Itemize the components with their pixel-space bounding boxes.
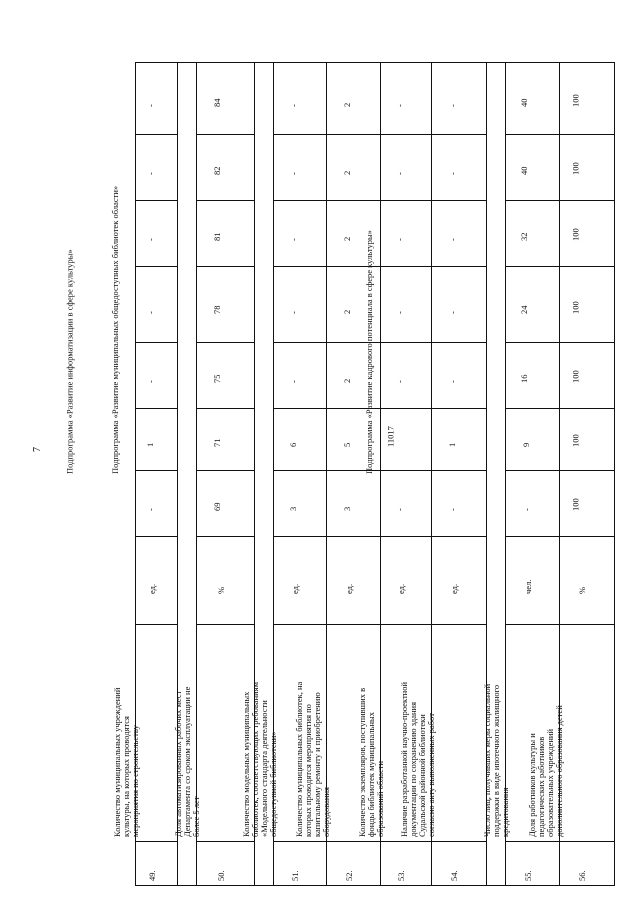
subprogram-title: Подпрограмма «Развитие кадрового потенциала в сфере культуры» — [364, 230, 375, 474]
value-text: - — [145, 508, 156, 512]
value-cell — [506, 471, 560, 537]
value-text: 6 — [287, 442, 298, 447]
value-cell — [560, 471, 615, 537]
indicator-name-cell — [399, 625, 487, 842]
value-cell — [274, 471, 327, 537]
value-text: 100 — [570, 370, 581, 384]
indicator-name-text: Количество муниципальных библиотек, на которых проводятся мероприятия по капитальному ремонту и приобретению оборудования — [294, 681, 331, 837]
value-cell — [560, 409, 615, 471]
value-text: 100 — [570, 300, 581, 314]
value-text: 32 — [518, 232, 529, 242]
value-cell — [381, 409, 432, 471]
value-text: 2 — [341, 237, 352, 242]
value-cell — [327, 63, 381, 135]
indicators-table — [64, 62, 615, 886]
value-text: 11017 — [385, 425, 396, 447]
value-cell — [506, 343, 560, 409]
indicator-name-text: Количество экземпляров, поступивших в фонды библиотек муниципальных образований области — [357, 687, 385, 837]
value-text: 81 — [211, 232, 222, 242]
value-text: - — [447, 172, 458, 176]
unit-text: ед. — [449, 583, 459, 594]
value-cell — [432, 343, 487, 409]
unit-text: % — [577, 586, 587, 594]
unit-text: ед. — [290, 583, 300, 594]
value-cell — [327, 471, 381, 537]
value-text: 75 — [211, 374, 222, 384]
value-cell — [327, 201, 381, 267]
row-number-cell — [136, 842, 178, 886]
value-cell — [381, 201, 432, 267]
value-text: 100 — [570, 434, 581, 447]
indicator-name-text: Наличие разработанной научно-проектной документации по сохранению здания Судальской районной библиотеки согласно акту выполненных работ — [399, 681, 436, 837]
value-cell — [327, 135, 381, 201]
value-cell — [136, 201, 178, 267]
value-cell — [274, 63, 327, 135]
value-cell — [327, 267, 381, 343]
value-cell — [381, 267, 432, 343]
value-text: 100 — [570, 228, 581, 242]
value-cell — [136, 409, 178, 471]
indicator-name-text: Доля автоматизированных рабочих мест Департамента со сроком эксплуатации не более 5 лет — [173, 686, 201, 837]
value-text: - — [394, 310, 405, 314]
value-text: 100 — [570, 498, 581, 512]
value-text: - — [288, 172, 299, 176]
value-text: - — [288, 310, 299, 314]
value-cell — [197, 63, 255, 135]
value-cell — [197, 201, 255, 267]
value-cell — [327, 409, 381, 471]
value-text: - — [394, 172, 405, 176]
row-number-cell — [432, 842, 487, 886]
value-text: - — [145, 172, 156, 176]
value-text: - — [394, 508, 405, 512]
row-number-cell — [197, 842, 255, 886]
value-text: - — [447, 238, 458, 242]
value-cell — [506, 135, 560, 201]
value-text: 84 — [211, 98, 222, 108]
value-text: - — [145, 380, 156, 384]
value-cell — [432, 135, 487, 201]
value-cell — [432, 471, 487, 537]
value-text: - — [521, 508, 532, 512]
indicator-name-text: Количество модельных муниципальных библиотек, соответствующих требованиям «Модельного стандарта деятельности общедоступной библиотеки» — [241, 682, 278, 837]
value-cell — [506, 63, 560, 135]
unit-text: чел. — [522, 579, 533, 594]
row-number-cell — [381, 842, 432, 886]
value-cell — [197, 409, 255, 471]
value-cell — [274, 201, 327, 267]
value-text: 78 — [211, 305, 222, 314]
row-number-text: 52. — [343, 870, 354, 881]
value-cell — [432, 63, 487, 135]
row-number-text: 49. — [146, 870, 157, 881]
unit-text: ед. — [396, 583, 406, 594]
value-cell — [136, 471, 178, 537]
value-cell — [136, 63, 178, 135]
value-text: - — [447, 508, 458, 512]
value-cell — [197, 135, 255, 201]
value-cell — [506, 409, 560, 471]
value-cell — [560, 135, 615, 201]
row-number-cell — [327, 842, 381, 886]
value-text: 1 — [446, 442, 457, 447]
value-text: - — [145, 104, 156, 108]
value-cell — [136, 267, 178, 343]
value-text: - — [447, 380, 458, 384]
value-text: 2 — [341, 102, 352, 108]
unit-text: ед. — [343, 583, 354, 594]
value-cell — [506, 201, 560, 267]
unit-cell — [432, 537, 487, 625]
unit-text: ед. — [146, 583, 157, 594]
value-cell — [136, 343, 178, 409]
value-text: - — [447, 104, 458, 108]
row-number-cell — [560, 842, 615, 886]
indicator-name-text: Число лиц, получивших меры социальной поддержки в виде ипотечного жилищного кредитования — [482, 683, 510, 837]
value-cell — [381, 471, 432, 537]
value-cell — [274, 343, 327, 409]
value-cell — [136, 135, 178, 201]
row-number-text: 56. — [577, 870, 587, 881]
value-text: 82 — [211, 166, 222, 176]
value-text: 100 — [570, 162, 581, 176]
unit-cell — [136, 537, 178, 625]
value-text: - — [145, 238, 156, 242]
indicator-name-text: Доля работников культуры и педагогических работников образовательных учреждений дополнительного образования детей — [527, 705, 564, 837]
value-text: - — [394, 380, 405, 384]
value-cell — [381, 63, 432, 135]
subprogram-title: Подпрограмма «Развитие муниципальных общедоступных библиотек области» — [109, 185, 120, 474]
unit-cell — [560, 537, 615, 625]
subprogram-title: Подпрограмма «Развитие информатизации в сфере культуры» — [64, 249, 75, 474]
unit-text: % — [215, 586, 226, 594]
unit-cell — [274, 537, 327, 625]
value-text: - — [145, 310, 156, 314]
value-text: 100 — [570, 94, 581, 108]
value-cell — [560, 201, 615, 267]
value-cell — [274, 267, 327, 343]
unit-cell — [381, 537, 432, 625]
value-cell — [560, 267, 615, 343]
value-text: - — [288, 104, 299, 108]
page-number: 7 — [32, 447, 43, 452]
unit-cell — [506, 537, 560, 625]
value-cell — [432, 267, 487, 343]
row-number-text: 55. — [522, 870, 533, 881]
value-cell — [381, 343, 432, 409]
unit-cell — [327, 537, 381, 625]
value-text: - — [394, 104, 405, 108]
indicator-name-cell — [112, 625, 178, 842]
value-cell — [197, 471, 255, 537]
value-text: 9 — [520, 442, 531, 447]
value-text: 3 — [287, 507, 298, 512]
value-text: - — [288, 238, 299, 242]
value-cell — [197, 343, 255, 409]
row-number-cell — [506, 842, 560, 886]
value-text: 24 — [518, 305, 529, 314]
value-cell — [274, 409, 327, 471]
value-cell — [432, 409, 487, 471]
value-text: - — [288, 380, 299, 384]
indicator-name-cell — [527, 625, 615, 842]
value-text: 40 — [518, 98, 529, 108]
value-text: - — [394, 238, 405, 242]
value-text: 16 — [518, 374, 529, 384]
value-text: 2 — [341, 309, 352, 314]
value-text: 40 — [518, 166, 529, 176]
value-cell — [432, 201, 487, 267]
indicator-name-text: Количество муниципальных учреждений культуры, на которых проводятся мероприятия по строительству — [112, 687, 140, 837]
value-text: 2 — [341, 379, 352, 384]
value-text: - — [447, 310, 458, 314]
value-text: 71 — [211, 438, 222, 447]
value-cell — [274, 135, 327, 201]
row-number-text: 50. — [215, 870, 226, 881]
row-number-cell — [274, 842, 327, 886]
value-cell — [381, 135, 432, 201]
row-number-text: 53. — [396, 870, 406, 881]
row-number-text: 54. — [449, 870, 459, 881]
value-text: 3 — [341, 507, 352, 512]
value-text: 2 — [341, 171, 352, 176]
value-text: 5 — [341, 442, 352, 447]
unit-cell — [197, 537, 255, 625]
value-cell — [327, 343, 381, 409]
value-text: 1 — [144, 442, 155, 447]
value-text: 69 — [211, 502, 222, 512]
value-cell — [560, 63, 615, 135]
row-number-text: 51. — [290, 870, 300, 881]
value-cell — [560, 343, 615, 409]
value-cell — [197, 267, 255, 343]
value-cell — [506, 267, 560, 343]
